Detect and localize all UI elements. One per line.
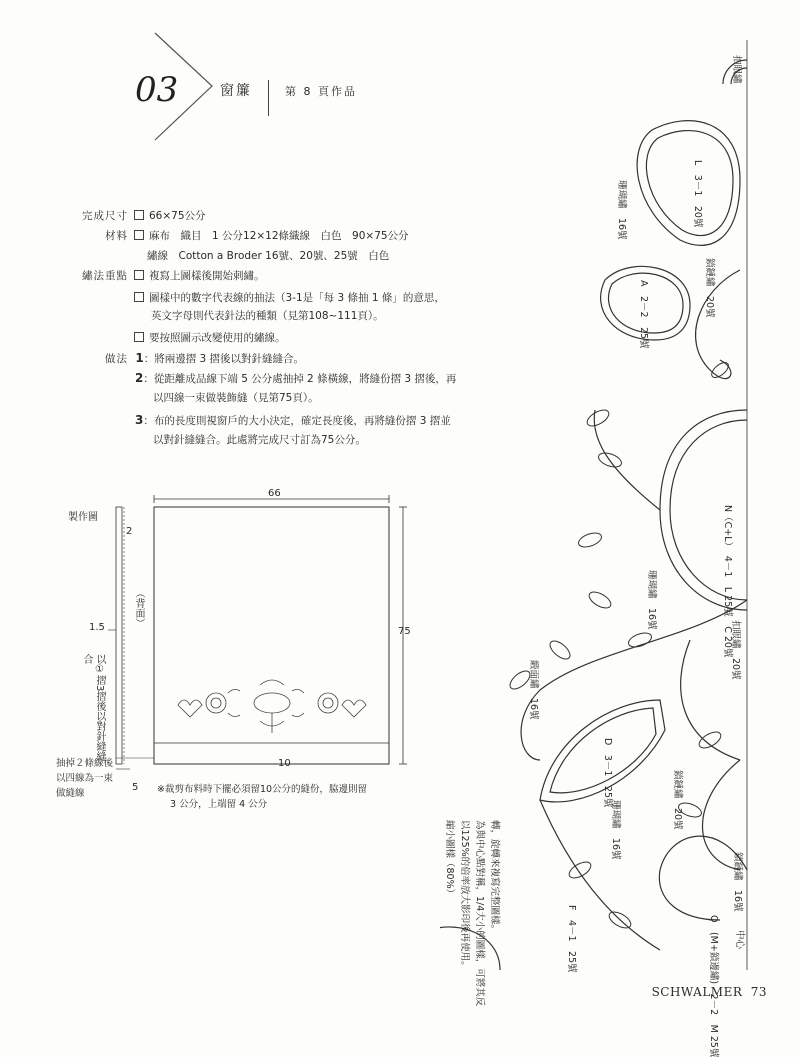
page-reference: 第 8 頁作品 bbox=[285, 85, 357, 98]
label-chain16a: 珊瑚繡 16號 bbox=[616, 180, 627, 240]
label-chain20b: 鎖鏈繡 20號 bbox=[672, 770, 683, 830]
label-buttonhole-top: 扣眼繡 bbox=[731, 55, 742, 84]
label-chain16b: 珊瑚繡 16號 bbox=[646, 570, 657, 630]
label-outline16: 鎖鏈繡 16號 bbox=[732, 852, 743, 912]
method-step-1: 做法 1：將兩邊摺 3 摺後以對針縫縫合。 bbox=[82, 348, 304, 369]
checkbox-icon bbox=[134, 270, 144, 280]
hem-dimension: 5 bbox=[132, 782, 139, 793]
pattern-note-line-3: 轉，旋轉來複寫完整圖樣。 bbox=[489, 820, 500, 935]
step-text: 以四線一束做裝飾縫（見第75頁）。 bbox=[153, 392, 319, 404]
label-D: D 3－1 25號 bbox=[602, 738, 613, 808]
point-text: 複寫上圖樣後開始刺繡。 bbox=[149, 270, 265, 282]
label-Q: Q (M+鎖邊繡) 2－2 M 25號 bbox=[708, 915, 719, 1057]
back-side-label: （背面） bbox=[133, 588, 144, 628]
checkbox-icon bbox=[134, 332, 144, 342]
step-text: 從距離成品線下端 5 公分處抽掉 2 條橫線，將縫份摺 3 摺後，再 bbox=[153, 373, 457, 385]
size-value: 66×75公分 bbox=[149, 210, 206, 222]
label-chain20a: 鎖鏈繡 20號 bbox=[704, 258, 715, 318]
point-item bbox=[128, 328, 286, 348]
pull-thread-note: 抽掉２條線後以四線為一束做縫線 bbox=[56, 758, 114, 799]
step-number: 1 bbox=[135, 351, 144, 365]
material-line-2: 繡線 Cotton a Broder 16號、20號、25號 白色 bbox=[147, 250, 390, 262]
point-item bbox=[128, 288, 445, 308]
label-satin16: 緞面繡 16號 bbox=[528, 660, 539, 720]
height-dimension: 75 bbox=[398, 626, 411, 637]
checkbox-icon bbox=[134, 210, 144, 220]
material-label: 材料 bbox=[105, 230, 128, 242]
bottom-dimension: 10 bbox=[278, 758, 291, 769]
cut-note-1: ※裁剪布料時下擺必須留10公分的縫份，脇邊則留 bbox=[157, 784, 368, 795]
method-step-2: 2：從距離成品線下端 5 公分處抽掉 2 條橫線，將縫份摺 3 摺後，再 bbox=[135, 371, 457, 385]
chapter-number: 03 bbox=[135, 70, 179, 110]
material-line-1: 麻布 織目 1 公分12×12條織線 白色 90×75公分 bbox=[149, 230, 409, 242]
label-F: F 4－1 25號 bbox=[566, 905, 577, 973]
page-number: 73 bbox=[750, 985, 767, 999]
point-text: 英文字母則代表針法的種類（見第108~111頁）。 bbox=[151, 310, 384, 322]
step-text: 將兩邊摺 3 摺後以對針縫縫合。 bbox=[154, 353, 305, 365]
spec-points bbox=[82, 266, 265, 286]
footer-brand: SCHWALMER bbox=[651, 985, 743, 999]
pattern-note-line-2: 為與中心點對稱，1/4大小的圖樣，可將其反 bbox=[474, 820, 485, 1007]
label-A: A 2－2 25號 bbox=[638, 280, 649, 349]
label-L: L 3－1 20號 bbox=[692, 160, 703, 228]
top-margin-dimension: 2 bbox=[126, 526, 133, 537]
pattern-note-line-1: 以125%的倍率放大影印後再使用。 bbox=[459, 820, 470, 971]
checkbox-icon bbox=[134, 230, 144, 240]
fold-note: 以①摺3摺後以對針縫縫合 bbox=[81, 654, 105, 762]
diagram-label: 製作圖 bbox=[68, 512, 98, 523]
point-text: 圖樣中的數字代表線的抽法（3-1是「每 3 條抽 1 條」的意思， bbox=[149, 292, 445, 304]
step-text: 以對針縫縫合。此處將完成尺寸訂為75公分。 bbox=[153, 434, 366, 446]
step-text: 布的長度則視窗戶的大小決定，確定長度後，再將縫份摺 3 摺並 bbox=[153, 415, 451, 427]
label-chain16c: 珊瑚繡 16號 bbox=[610, 800, 621, 860]
points-label: 繡法重點 bbox=[82, 270, 128, 282]
label-buttonhole20: 扣眼繡 20號 bbox=[730, 620, 741, 680]
cut-note-2: 3 公分，上端留 4 公分 bbox=[170, 799, 268, 810]
point-text: 要按照圖示改變使用的繡線。 bbox=[149, 332, 286, 344]
label-center: 中心 bbox=[734, 930, 745, 950]
step-number: 3 bbox=[135, 413, 144, 427]
width-dimension: 66 bbox=[268, 488, 281, 499]
spec-material bbox=[82, 226, 409, 246]
step-number: 2 bbox=[135, 371, 144, 385]
page-footer bbox=[652, 985, 767, 999]
construction-diagram bbox=[100, 485, 420, 805]
size-label: 完成尺寸 bbox=[82, 210, 128, 222]
label-N: N（C+L） 4－1 L 25號 C 20號 bbox=[722, 505, 733, 658]
checkbox-icon bbox=[134, 292, 144, 302]
header-divider bbox=[268, 80, 269, 116]
side-dimension: 1.5 bbox=[89, 622, 105, 633]
page-title: 窗簾 bbox=[220, 83, 252, 99]
method-label: 做法 bbox=[105, 353, 128, 365]
spec-size bbox=[82, 206, 206, 226]
method-step-3: 3：布的長度則視窗戶的大小決定，確定長度後，再將縫份摺 3 摺並 bbox=[135, 413, 451, 427]
pattern-note-title: 縮小圖樣（80%） bbox=[444, 820, 455, 899]
